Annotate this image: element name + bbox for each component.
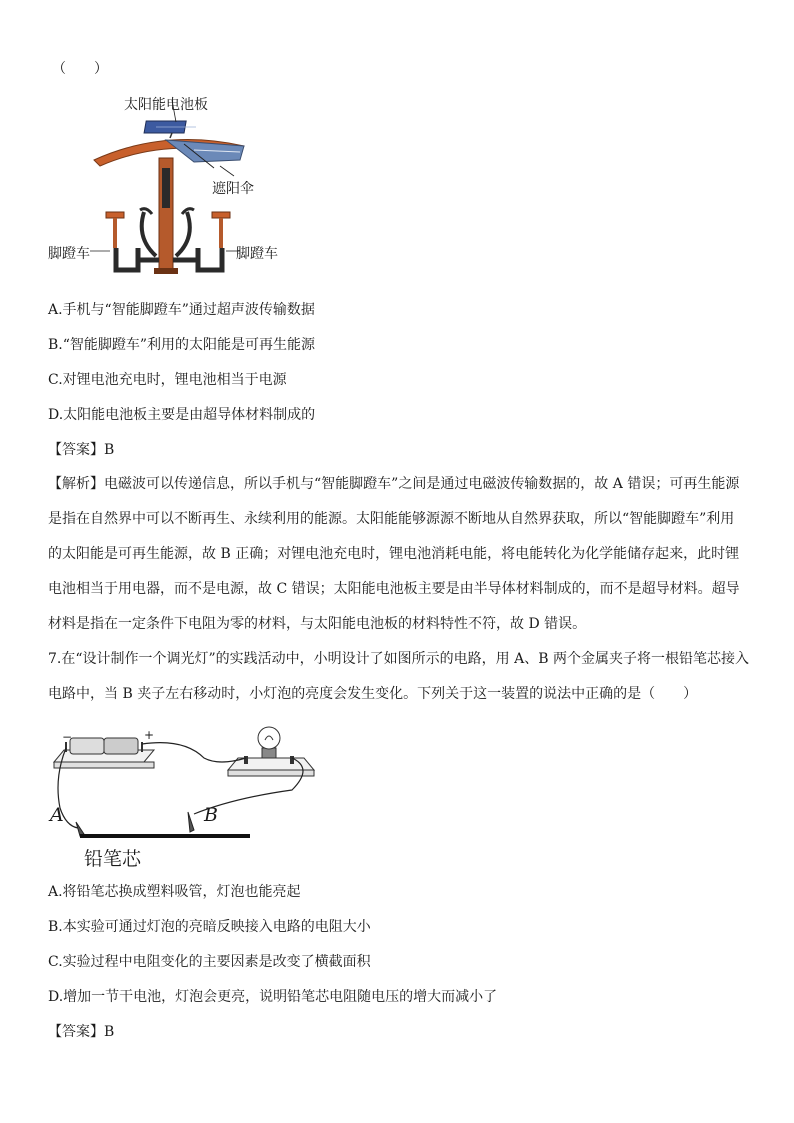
- q6-analysis-line: 的太阳能是可再生能源，故 B 正确；对锂电池充电时，锂电池消耗电能，将电能转化为化学能储存起来，此时锂: [48, 546, 740, 562]
- q6-analysis-line: 【解析】电磁波可以传递信息，所以手机与“智能脚蹬车”之间是通过电磁波传输数据的，故 A 错误；可再生能源: [48, 476, 740, 492]
- q6-analysis: [48, 467, 748, 642]
- q7-option-c: C.实验过程中电阻变化的主要因素是改变了横截面积: [48, 954, 371, 970]
- pencil-lead-label: 铅笔芯: [84, 848, 142, 870]
- q7-stem-line: 电路中，当 B 夹子左右移动时，小灯泡的亮度会发生变化。下列关于这一装置的说法中正确的是（ ）: [48, 686, 698, 702]
- q7-option-d: D.增加一节干电池，灯泡会更亮，说明铅笔芯电阻随电压的增大而减小了: [48, 989, 498, 1005]
- q7-option-a: A.将铅笔芯换成塑料吸管，灯泡也能亮起: [48, 884, 301, 900]
- clip-b-label: B: [204, 804, 218, 826]
- q7-stem-line: 7.在“设计制作一个调光灯”的实践活动中，小明设计了如图所示的电路，用 A、B 两个金属夹子将一根铅笔芯接入: [48, 651, 749, 667]
- q7-stem: [48, 642, 748, 712]
- q6-option-b: B.“智能脚蹬车”利用的太阳能是可再生能源: [48, 337, 316, 353]
- question-bracket: （ ）: [52, 61, 108, 77]
- q6-option-d: D.太阳能电池板主要是由超导体材料制成的: [48, 407, 316, 423]
- q7-answer: 【答案】B: [48, 1024, 115, 1040]
- circuit-figure: [44, 718, 324, 873]
- q6-option-a: A.手机与“智能脚蹬车”通过超声波传输数据: [48, 302, 315, 318]
- clip-a-label: A: [50, 804, 64, 826]
- umbrella-label: 遮阳伞: [212, 181, 254, 197]
- q6-analysis-line: 是指在自然界中可以不断再生、永续利用的能源。太阳能能够源源不断地从自然界获取，所以“智能脚蹬车”利用: [48, 511, 735, 527]
- q6-option-c: C.对锂电池充电时，锂电池相当于电源: [48, 372, 287, 388]
- q7-option-b: B.本实验可通过灯泡的亮暗反映接入电路的电阻大小: [48, 919, 371, 935]
- plus-terminal-label: +: [144, 728, 155, 742]
- minus-terminal-label: −: [62, 730, 73, 744]
- q6-analysis-line: 电池相当于用电器，而不是电源，故 C 错误；太阳能电池板主要是由半导体材料制成的，而不是超导材料。超导: [48, 581, 740, 597]
- bike-left-label: 脚蹬车: [48, 246, 90, 262]
- q6-analysis-line: 材料是指在一定条件下电阻为零的材料，与太阳能电池板的材料特性不符，故 D 错误。: [48, 616, 587, 632]
- smart-bike-figure: [44, 88, 294, 288]
- q6-answer: 【答案】B: [48, 442, 115, 458]
- bike-right-label: 脚蹬车: [236, 246, 278, 262]
- solar-panel-label: 太阳能电池板: [124, 97, 208, 113]
